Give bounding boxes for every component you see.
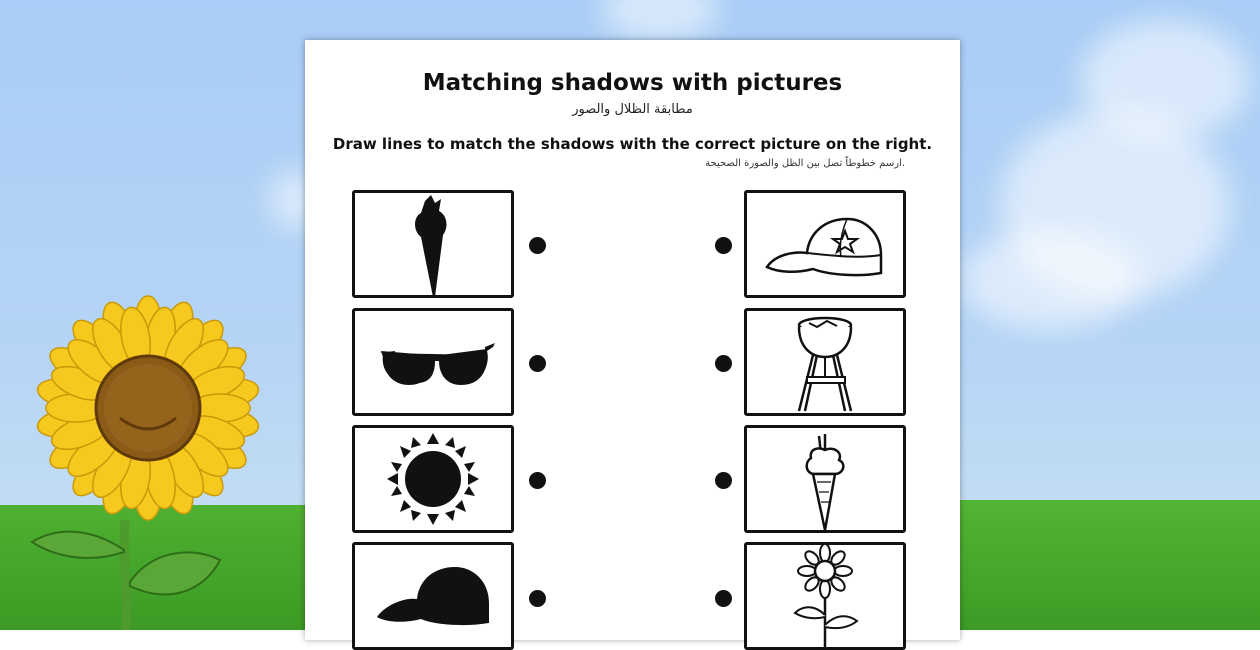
instruction-text: Draw lines to match the shadows with the correct picture on the right.: [332, 135, 933, 153]
sunflower-illustration: [0, 290, 290, 630]
cap-silhouette-icon: [355, 545, 511, 647]
worksheet-title: Matching shadows with pictures: [422, 70, 843, 96]
worksheet-title-arabic: مطابقة الظلال والصور: [572, 102, 693, 117]
instruction-text-arabic: ارسم خطوطاً تصل بين الظل والصورة الصحيحة.: [705, 158, 905, 169]
shadow-box-4: [352, 542, 514, 650]
left-match-dot-1[interactable]: [529, 237, 546, 254]
picture-box-4: [744, 542, 906, 650]
picture-box-3: [744, 425, 906, 533]
picture-box-1: [744, 190, 906, 298]
ice-cream-silhouette-icon: [355, 193, 511, 295]
barbecue-grill-outline-icon: [747, 311, 903, 413]
cap-outline-icon: [747, 193, 903, 295]
picture-box-2: [744, 308, 906, 416]
left-match-dot-4[interactable]: [529, 590, 546, 607]
shadow-box-2: [352, 308, 514, 416]
right-match-dot-4[interactable]: [715, 590, 732, 607]
worksheet-page: [305, 40, 960, 640]
shadow-box-3: [352, 425, 514, 533]
grass-right: [950, 500, 1260, 630]
right-match-dot-1[interactable]: [715, 237, 732, 254]
sun-silhouette-icon: [355, 428, 511, 530]
left-match-dot-2[interactable]: [529, 355, 546, 372]
ice-cream-outline-icon: [747, 428, 903, 530]
sunflower-outline-icon: [747, 545, 903, 647]
right-match-dot-2[interactable]: [715, 355, 732, 372]
sunglasses-silhouette-icon: [355, 311, 511, 413]
left-match-dot-3[interactable]: [529, 472, 546, 489]
right-match-dot-3[interactable]: [715, 472, 732, 489]
shadow-box-1: [352, 190, 514, 298]
